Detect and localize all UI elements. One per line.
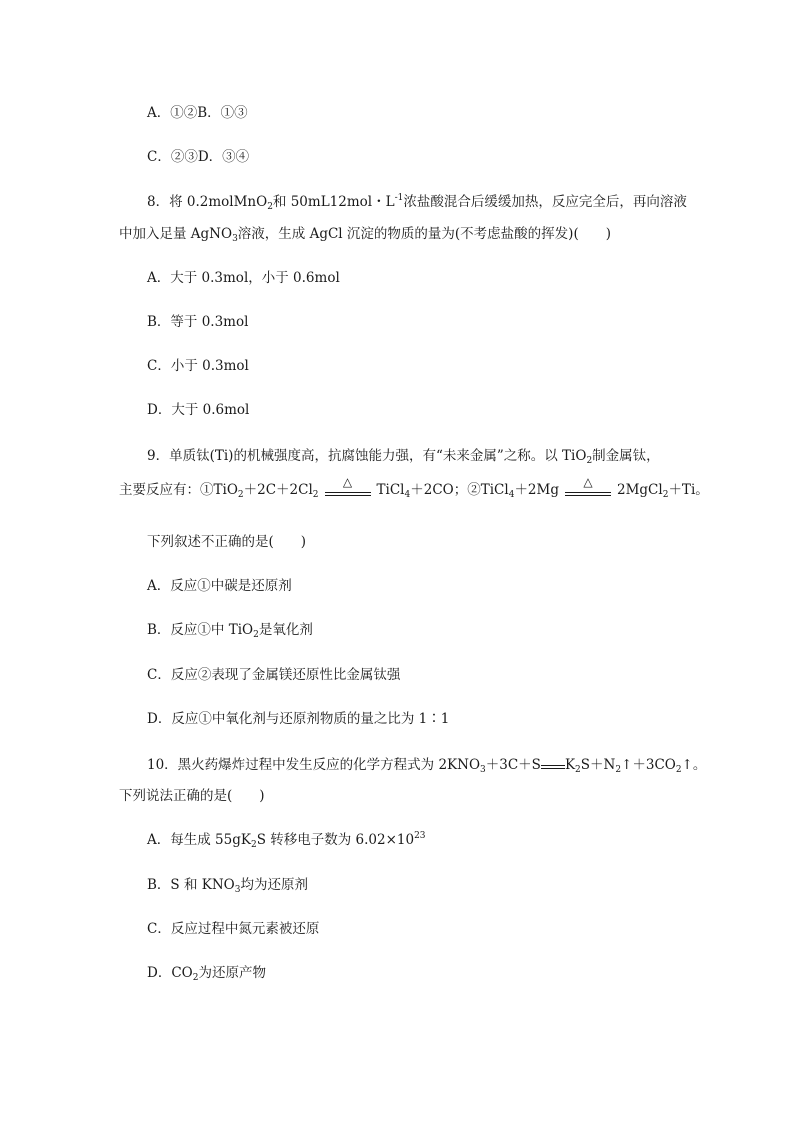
q10-stem-line2: 下列说法正确的是( ) [119,788,265,804]
q10-option-a[interactable]: A．每生成 $55gK_2S$ 转移电子数为 $6.02\times 10^{23}$ [147,831,426,850]
heat-reaction-arrow-icon: △ [565,481,611,501]
q8-option-c[interactable]: C．小于 0.3mol [147,358,249,374]
q9-question: 下列叙述不正确的是( ) [147,534,307,550]
q10-option-d[interactable]: D．$CO_2$为还原产物 [147,965,266,983]
q7-option-ab[interactable]: A．①②B．①③ [147,105,248,121]
q9-option-b[interactable]: B．反应①中 TiO$_2$是氧化剂 [147,622,313,640]
q8-stem-line1: 8．将 0.2molMnO$_2$和 50mL12mol・$L^{-1}$浓盐酸混合后缓缓加热，反应完全后，再向溶液 [147,193,687,212]
equals-sign-icon [541,756,565,776]
q8-option-b[interactable]: B．等于 0.3mol [147,314,249,330]
q8-option-a[interactable]: A．大于 0.3mol，小于 0.6mol [147,270,340,286]
q9-stem-line1: 9．单质钛(Ti)的机械强度高，抗腐蚀能力强，有“未来金属”之称。以 TiO$_2$制金属钛， [147,448,660,466]
q9-option-a[interactable]: A．反应①中碳是还原剂 [147,578,292,594]
q9-option-c[interactable]: C．反应②表现了金属镁还原性比金属钛强 [147,667,401,683]
q10-stem-line1: 10．黑火药爆炸过程中发生反应的化学方程式为 $2KNO_3+3C+S$ $K_2S+N_2↑+3CO_2↑$。 [147,757,707,775]
q9-option-d[interactable]: D．反应①中氧化剂与还原剂物质的量之比为 1∶1 [147,711,450,727]
q10-option-c[interactable]: C．反应过程中氮元素被还原 [147,921,320,937]
q8-stem-line2: 中加入足量 AgNO$_3$溶液，生成 AgCl 沉淀的物质的量为(不考虑盐酸的挥发)( ) [119,226,611,244]
q10-option-b[interactable]: B．S 和 $KNO_3$均为还原剂 [147,877,308,895]
q7-option-cd[interactable]: C．②③D．③④ [147,149,250,165]
heat-reaction-arrow-icon: △ [325,481,371,501]
q9-stem-line2: 主要反应有：$①TiO_2+2C+2Cl_2$ △ TiCl$_4$＋2CO；②TiCl$_4$＋2Mg △ 2MgCl$_2$＋Ti。 [119,474,709,500]
q8-option-d[interactable]: D．大于 0.6mol [147,402,250,418]
